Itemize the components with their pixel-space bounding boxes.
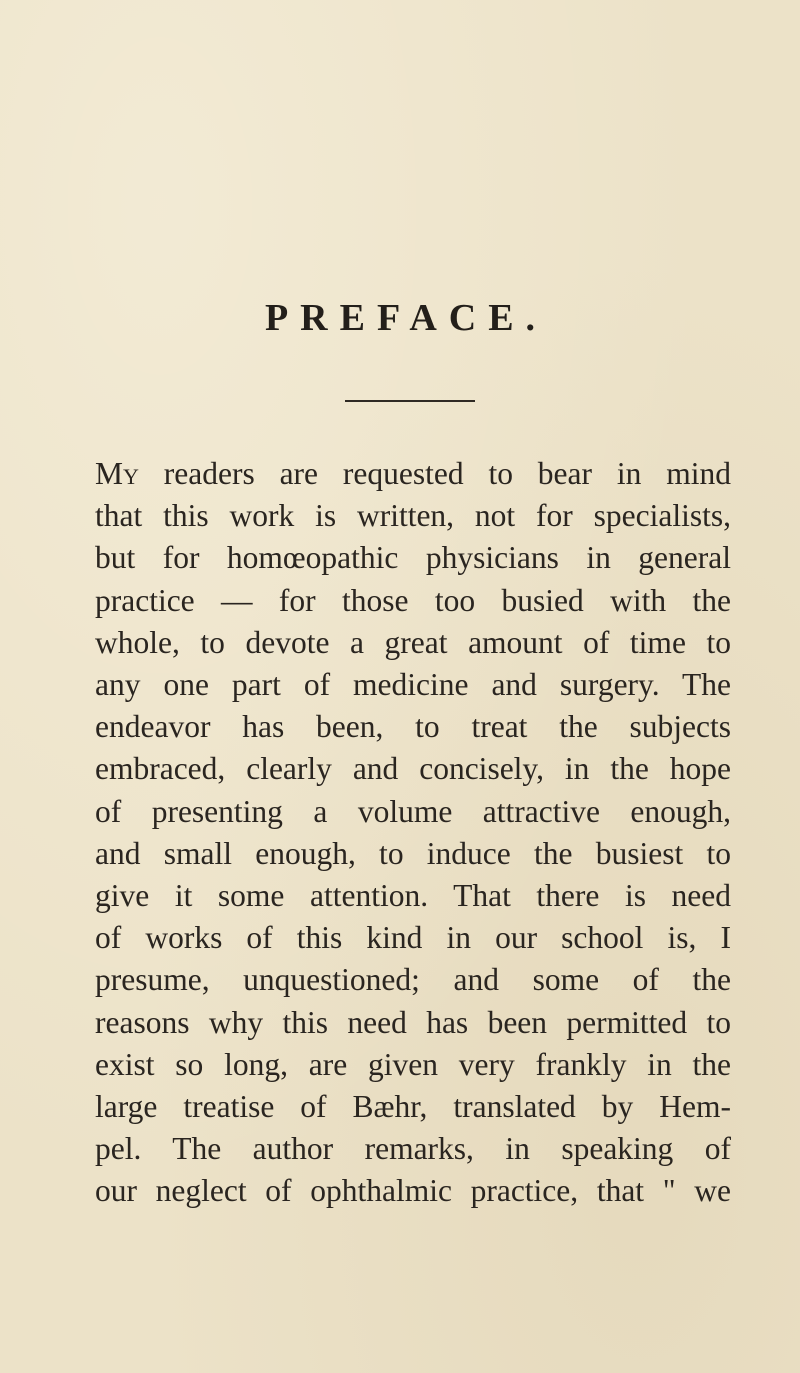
text-line: that this work is written, not for specialists, xyxy=(95,498,731,534)
text-line: whole, to devote a great amount of time to xyxy=(95,624,731,660)
first-word-rest: y xyxy=(123,456,139,491)
text-line: give it some attention. That there is need xyxy=(95,878,731,914)
text-line: of presenting a volume attractive enough, xyxy=(95,793,731,829)
text-line: but for homœopathic physicians in general xyxy=(95,540,731,576)
text-line: any one part of medicine and surgery. The xyxy=(95,667,731,703)
drop-cap-letter: M xyxy=(95,456,124,491)
text-line-content: readers are requested to bear in mind xyxy=(138,456,731,491)
text-line: embraced, clearly and concisely, in the hope xyxy=(95,751,731,787)
text-line: exist so long, are given very frankly in the xyxy=(95,1046,731,1082)
title-divider xyxy=(345,400,475,402)
text-line: pel. The author remarks, in speaking of xyxy=(95,1131,731,1167)
text-line: endeavor has been, to treat the subjects xyxy=(95,709,731,745)
preface-body xyxy=(95,453,731,1213)
text-line: practice — for those too busied with the xyxy=(95,582,731,618)
text-line: presume, unquestioned; and some of the xyxy=(95,962,731,998)
text-line: of works of this kind in our school is, I xyxy=(95,920,731,956)
text-line: reasons why this need has been permitted to xyxy=(95,1004,731,1040)
text-line: our neglect of ophthalmic practice, that " we xyxy=(95,1173,731,1209)
page-title: PREFACE. xyxy=(264,297,548,339)
text-line: large treatise of Bæhr, translated by Hem- xyxy=(95,1089,731,1125)
text-line xyxy=(95,453,731,495)
text-line: and small enough, to induce the busiest to xyxy=(95,835,731,871)
